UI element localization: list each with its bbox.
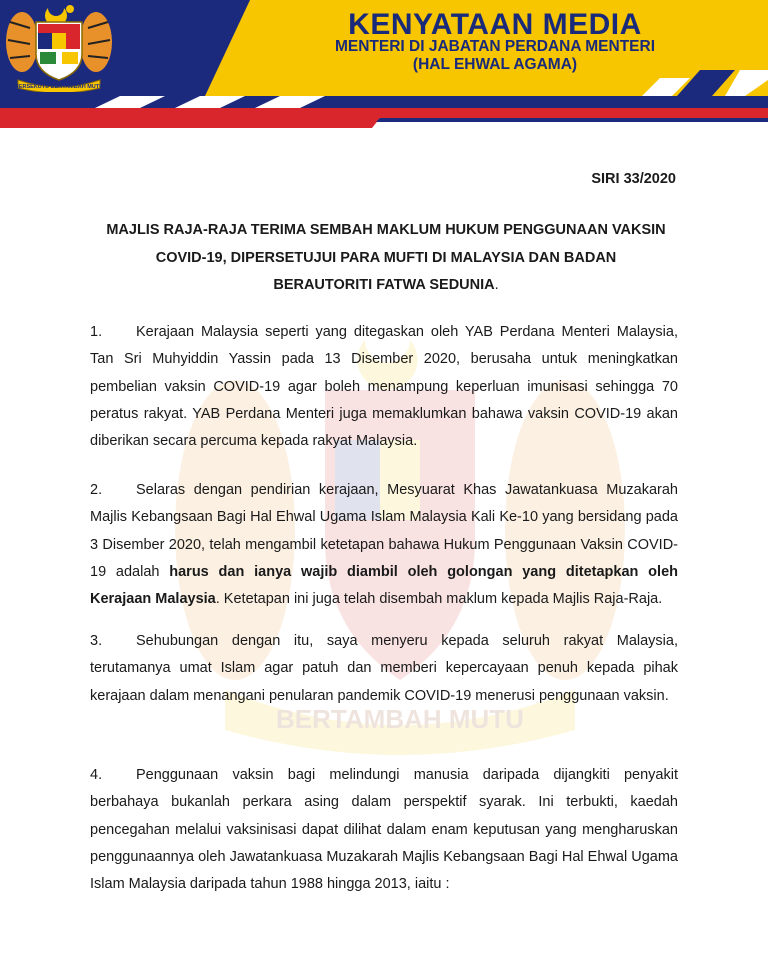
header-banner — [0, 0, 768, 135]
paragraph-text: Sehubungan dengan itu, saya menyeru kepada seluruh rakyat Malaysia, terutamanya umat Islam agar patuh dan memberi kepercayaan penuh kepada pihak kerajaan dalam menangani penularan pandemik COVID-19 menerusi penggunaan vaksin. — [90, 633, 678, 704]
malaysia-coat-of-arms-icon — [0, 0, 118, 92]
paragraph-text: Kerajaan Malaysia seperti yang ditegaskan oleh YAB Perdana Menteri Malaysia, Tan Sri Muhyiddin Yassin pada 13 Disember 2020, berusaha untuk meningkatkan pembelian vaksin COVID-19 agar boleh menampung keperluan imunisasi sehingga 70 peratus rakyat. YAB Perdana Menteri juga memaklumkan bahawa vaksin COVID-19 akan diberikan secara percuma kepada rakyat Malaysia. — [90, 324, 678, 450]
paragraph-2 — [90, 477, 678, 613]
headline-line2: COVID-19, DIPERSETUJUI PARA MUFTI DI MALAYSIA DAN BADAN — [155, 249, 617, 266]
banner-subtitle-line1: MENTERI DI JABATAN PERDANA MENTERI — [334, 38, 656, 55]
paragraph-text-end: . Ketetapan ini juga telah disembah maklum kepada Majlis Raja-Raja. — [215, 591, 663, 608]
paragraph-text: Penggunaan vaksin bagi melindungi manusia daripada dijangkiti penyakit berbahaya bukanlah perkara asing dalam perspektif syarak. Ini terbukti, kaedah pencegahan melalui vaksinisasi dapat dilihat dalam enam keputusan yang mengharuskan penggunaannya oleh Jawatankuasa Muzakarah Majlis Kebangsaan Bagi Hal Ehwal Ugama Islam Malaysia daripada tahun 1988 hingga 2013, iaitu : — [90, 767, 678, 893]
paragraph-number: 3. — [90, 633, 103, 649]
series-number: SIRI 33/2020 — [591, 171, 676, 187]
paragraph-number: 1. — [90, 324, 103, 340]
banner-subtitle-line2: (HAL EHWAL AGAMA) — [412, 56, 578, 73]
headline-line3-text: BERAUTORITI FATWA SEDUNIA — [273, 277, 495, 293]
headline-line3-end: . — [494, 277, 499, 293]
watermark-motto: BERTAMBAH MUTU — [276, 704, 524, 734]
headline — [90, 217, 682, 300]
paragraph-1 — [90, 319, 678, 455]
paragraph-4 — [90, 762, 678, 898]
svg-text:BERSEKUTU BERTAMBAH MUTU: BERSEKUTU BERTAMBAH MUTU — [14, 84, 104, 90]
paragraph-bold-text: harus dan ianya wajib diambil oleh golongan yang ditetapkan oleh Kerajaan Malaysia — [90, 563, 678, 608]
paragraph-3 — [90, 628, 678, 710]
paragraph-number: 4. — [90, 767, 103, 783]
headline-line1: MAJLIS RAJA-RAJA TERIMA SEMBAH MAKLUM HUKUM PENGGUNAAN VAKSIN — [106, 222, 666, 238]
banner-title: KENYATAAN MEDIA — [348, 8, 642, 41]
paragraph-number: 2. — [90, 482, 103, 498]
paragraph-text: Selaras dengan pendirian kerajaan, Mesyuarat Khas Jawatankuasa Muzakarah Majlis Kebangsaan Bagi Hal Ehwal Ugama Islam Malaysia Kali Ke-10 yang bersidang pada 3 Disember 2020, telah mengambil ketetapan bahawa Hukum Penggunaan Vaksin COVID-19 adalah — [90, 482, 678, 580]
headline-line3 — [90, 272, 682, 300]
